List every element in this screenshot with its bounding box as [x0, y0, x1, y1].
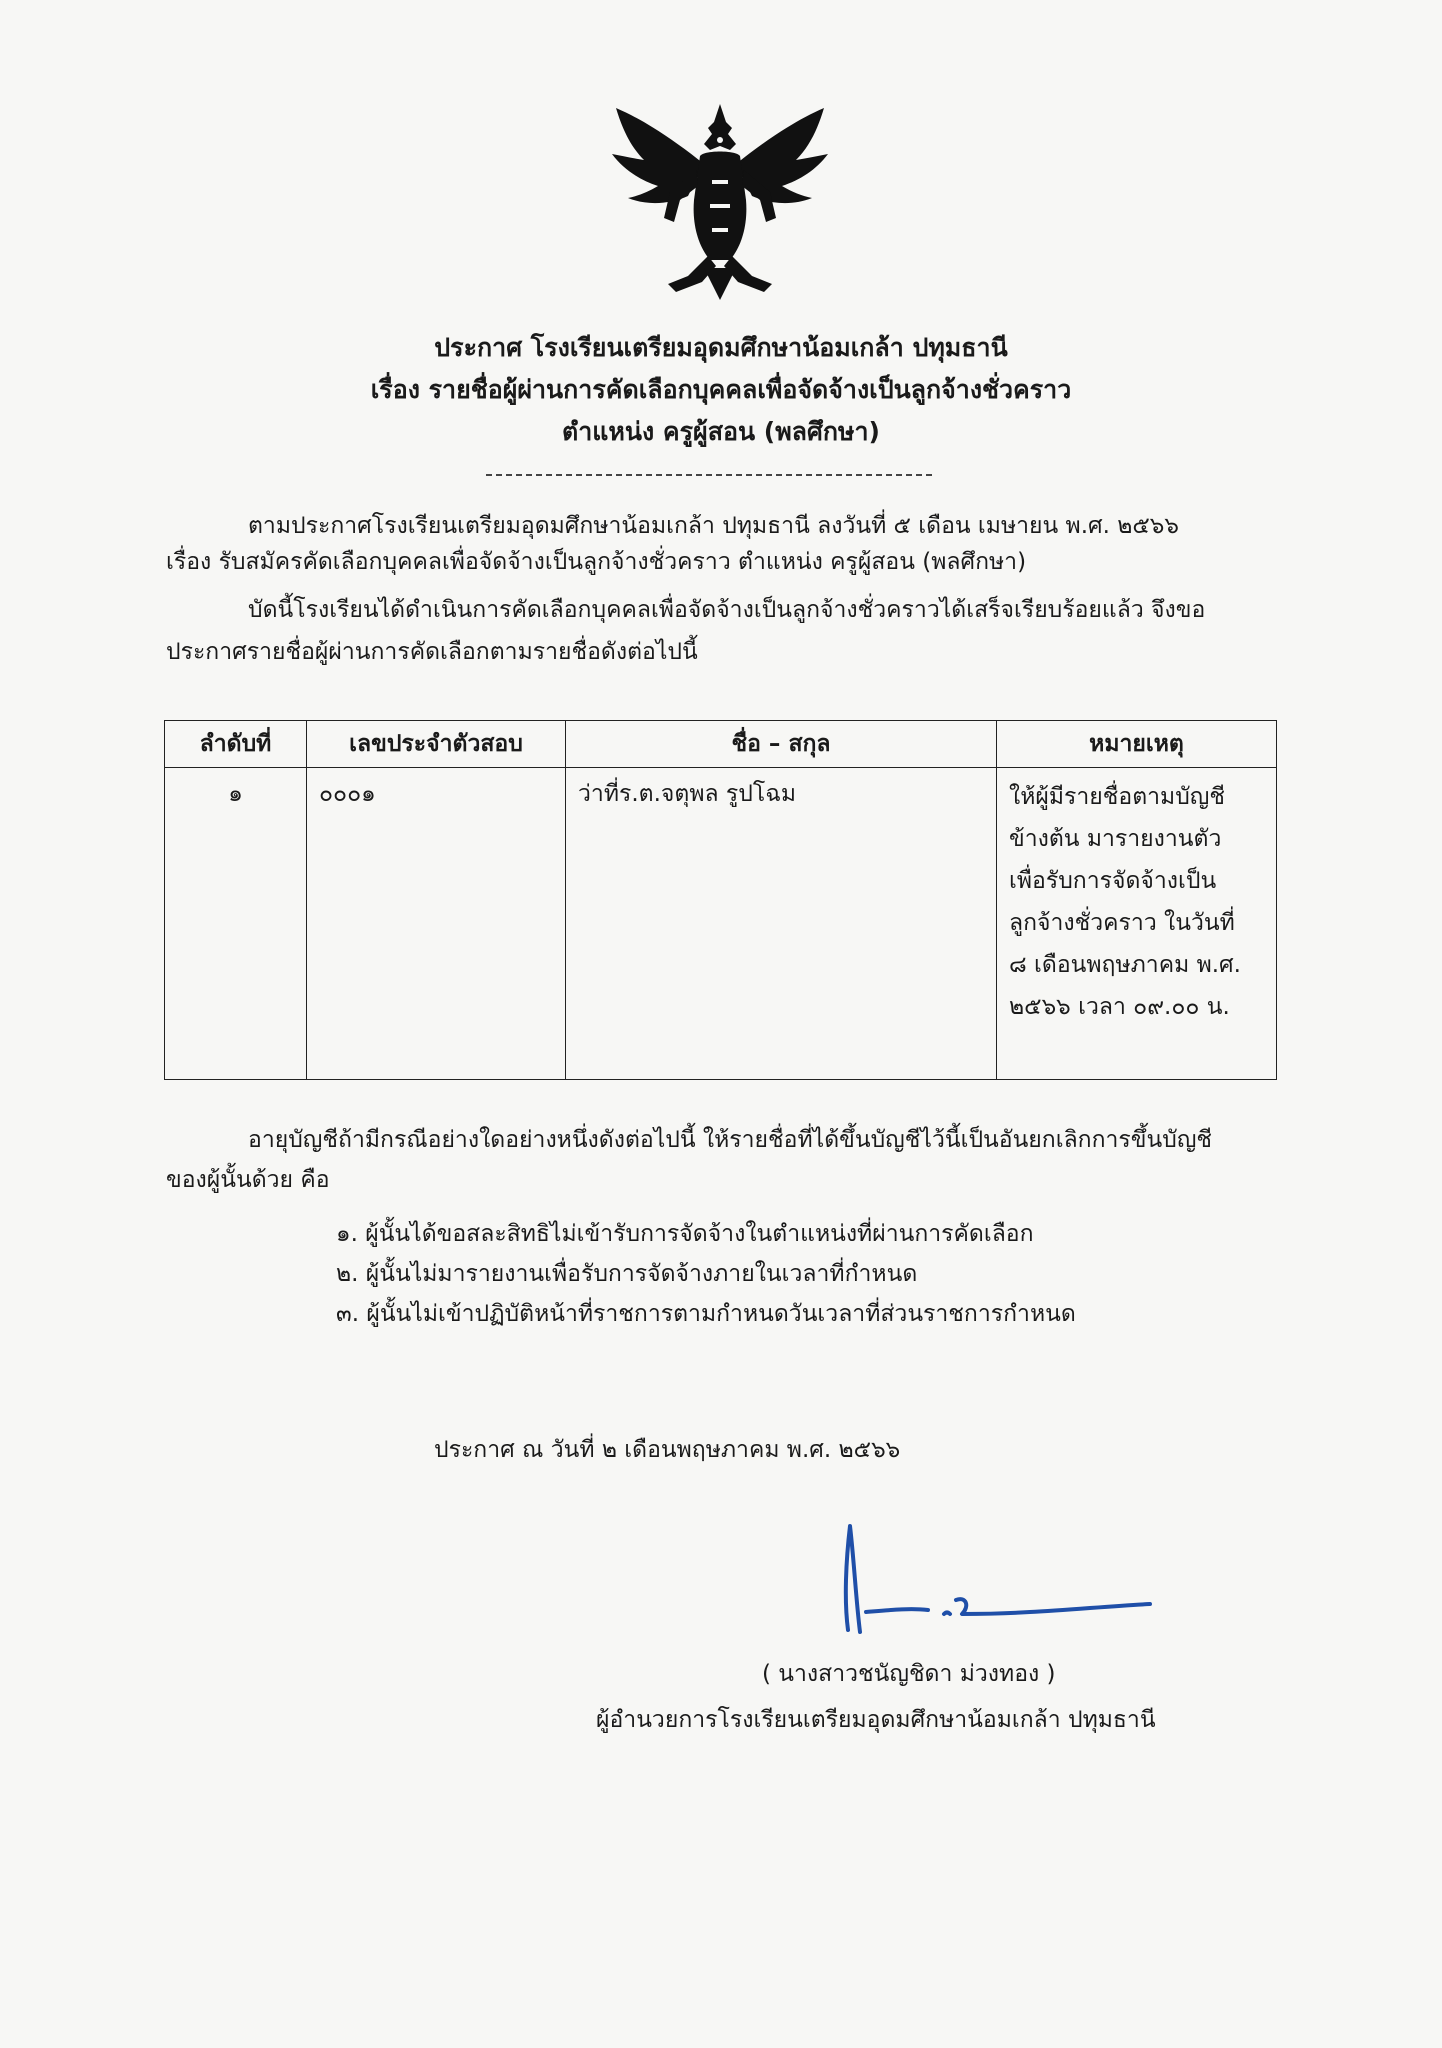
row-remark [997, 768, 1277, 1080]
list-item: ๑. ผู้นั้นได้ขอสละสิทธิไม่เข้ารับการจัดจ้างในตำแหน่งที่ผ่านการคัดเลือก [336, 1221, 1034, 1247]
result-line-2: ประกาศรายชื่อผู้ผ่านการคัดเลือกตามรายชื่อดังต่อไปนี้ [166, 639, 698, 665]
list-item: ๓. ผู้นั้นไม่เข้าปฏิบัติหน้าที่ราชการตามกำหนดวันเวลาที่ส่วนราชการกำหนด [336, 1301, 1076, 1327]
signatory-position: ผู้อำนวยการโรงเรียนเตรียมอุดมศึกษาน้อมเกล้า ปทุมธานี [596, 1707, 1156, 1733]
list-item: ๒. ผู้นั้นไม่มารายงานเพื่อรับการจัดจ้างภายในเวลาที่กำหนด [336, 1261, 918, 1287]
col-header-name: ชื่อ – สกุล [566, 721, 997, 768]
cancellation-list [336, 1216, 1076, 1336]
remark-line: เพื่อรับการจัดจ้างเป็น [1009, 868, 1217, 894]
signature-image [820, 1520, 1160, 1650]
header-divider [486, 474, 932, 476]
row-exam-id: ๐๐๐๑ [307, 768, 566, 1080]
announcement-title: ประกาศ โรงเรียนเตรียมอุดมศึกษาน้อมเกล้า ปทุมธานี [434, 333, 1008, 362]
col-header-remark: หมายเหตุ [997, 721, 1277, 768]
intro-paragraph [166, 508, 1276, 580]
intro-line-2: เรื่อง รับสมัครคัดเลือกบุคคลเพื่อจัดจ้างเป็นลูกจ้างชั่วคราว ตำแหน่ง ครูผู้สอน (พลศึกษา) [166, 549, 1027, 575]
announce-date: ประกาศ ณ วันที่ ๒ เดือนพฤษภาคม พ.ศ. ๒๕๖๖ [434, 1437, 901, 1463]
remark-line: ๒๕๖๖ เวลา ๐๙.๐๐ น. [1009, 994, 1230, 1020]
remark-line: ๘ เดือนพฤษภาคม พ.ศ. [1009, 952, 1241, 978]
validity-line-1: อายุบัญชีถ้ามีกรณีอย่างใดอย่างหนึ่งดังต่อไปนี้ ให้รายชื่อที่ได้ขึ้นบัญชีไว้นี้เป็นอันยกเลิกการขึ้นบัญชี [248, 1127, 1213, 1153]
result-line-1: บัดนี้โรงเรียนได้ดำเนินการคัดเลือกบุคคลเพื่อจัดจ้างเป็นลูกจ้างชั่วคราวได้เสร็จเรียบร้อยแล้ว จึงขอ [248, 597, 1206, 623]
results-table [164, 720, 1277, 1080]
col-header-no: ลำดับที่ [165, 721, 307, 768]
validity-paragraph [166, 1122, 1276, 1198]
intro-line-1: ตามประกาศโรงเรียนเตรียมอุดมศึกษาน้อมเกล้า ปทุมธานี ลงวันที่ ๕ เดือน เมษายน พ.ศ. ๒๕๖๖ [248, 513, 1179, 539]
table-row [165, 768, 1277, 1080]
table-header-row [165, 721, 1277, 768]
validity-line-2: ของผู้นั้นด้วย คือ [166, 1167, 330, 1193]
remark-line: ข้างต้น มารายงานตัว [1009, 826, 1222, 852]
row-name: ว่าที่ร.ต.จตุพล รูปโฉม [566, 768, 997, 1080]
col-header-exam-id: เลขประจำตัวสอบ [307, 721, 566, 768]
announcement-position: ตำแหน่ง ครูผู้สอน (พลศึกษา) [562, 417, 880, 446]
signatory-name: ( นางสาวชนัญชิดา ม่วงทอง ) [762, 1661, 1056, 1687]
row-no: ๑ [165, 768, 307, 1080]
remark-line: ให้ผู้มีรายชื่อตามบัญชี [1009, 784, 1226, 810]
remark-line: ลูกจ้างชั่วคราว ในวันที่ [1009, 910, 1235, 936]
garuda-emblem-icon [604, 100, 836, 300]
result-paragraph [166, 592, 1276, 670]
announcement-subject: เรื่อง รายชื่อผู้ผ่านการคัดเลือกบุคคลเพื่อจัดจ้างเป็นลูกจ้างชั่วคราว [370, 375, 1072, 404]
